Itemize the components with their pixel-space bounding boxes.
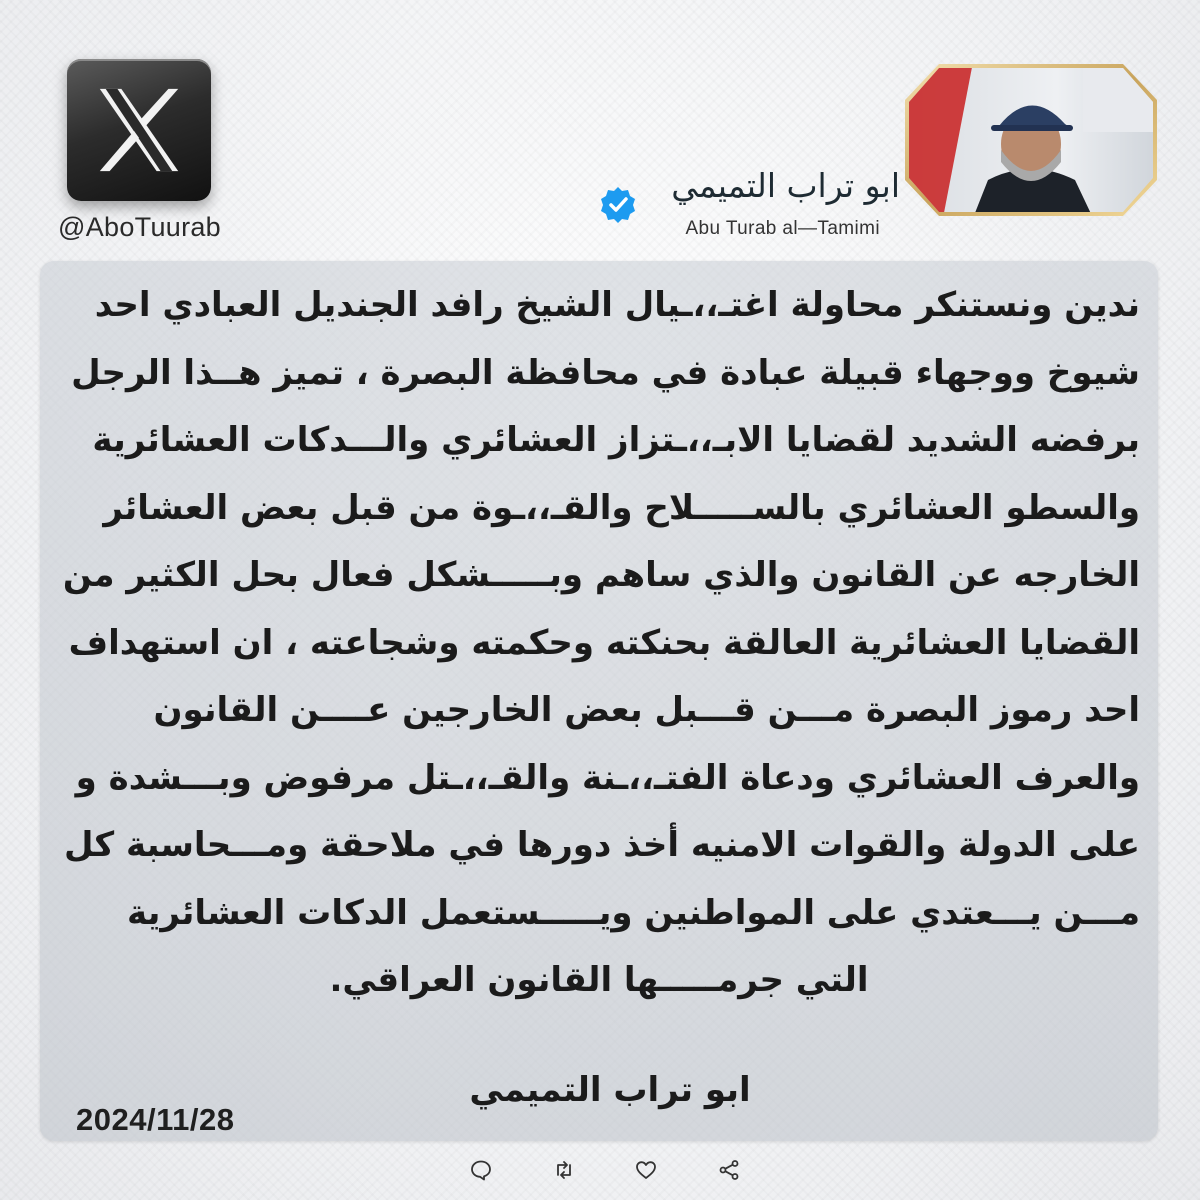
tweet-line: مـــن يـــعتدي على المواطنين ويـــــستعمل الدكات العشائرية <box>127 892 1140 933</box>
avatar[interactable] <box>903 62 1159 218</box>
reply-icon <box>469 1158 493 1182</box>
display-name-english: Abu Turab al—Tamimi <box>685 218 880 239</box>
like-icon <box>634 1158 658 1182</box>
reply-button[interactable] <box>465 1154 497 1186</box>
share-icon <box>717 1158 741 1182</box>
tweet-date: 2024/11/28 <box>76 1102 235 1137</box>
tweet-line: احد رموز البصرة مـــن قـــبل بعض الخارجين عــــن القانون <box>153 690 1140 730</box>
tweet-line: والعرف العشائري ودعاة الفتـ،،ـنة والقـ،،ـتل مرفوض وبـــشدة و <box>75 757 1140 798</box>
x-glyph <box>90 81 188 179</box>
retweet-button[interactable] <box>548 1154 580 1186</box>
tweet-actions <box>465 1152 745 1188</box>
tweet-line: القضايا العشائرية العالقة بحنكته وحكمته وشجاعته ، ان استهداف <box>68 622 1140 663</box>
tweet-line: على الدولة والقوات الامنيه أخذ دورها في ملاحقة ومـــحاسبة كل <box>64 825 1140 865</box>
tweet-line: برفضه الشديد لقضايا الابـ،،ـتزاز العشائري والـــدكات العشائرية <box>92 420 1140 460</box>
tweet-signature: ابو تراب التميمي <box>469 1070 751 1110</box>
share-button[interactable] <box>713 1154 745 1186</box>
tweet-line: والسطو العشائري بالســـــلاح والقـ،،ـوة من قبل بعض العشائر <box>103 487 1140 528</box>
tweet-line: ندين ونستنكر محاولة اغتـ،،ـيال الشيخ رافد الجنديل العبادي احد <box>94 285 1140 325</box>
verified-badge-icon <box>598 185 638 225</box>
account-handle[interactable]: @AboTuurab <box>58 212 221 242</box>
retweet-icon <box>552 1158 576 1182</box>
tweet-line: التي جرمـــــها القانون العراقي. <box>329 960 869 1000</box>
display-name-arabic[interactable]: ابو تراب التميمي <box>671 166 900 205</box>
tweet-text <box>58 272 1140 1015</box>
tweet-line: شيوخ ووجهاء قبيلة عبادة في محافظة البصرة ، تميز هــذا الرجل <box>71 352 1140 393</box>
like-button[interactable] <box>630 1154 662 1186</box>
tweet-line: الخارجه عن القانون والذي ساهم وبـــــشكل فعال بحل الكثير من <box>62 555 1140 595</box>
x-logo-icon <box>67 59 211 201</box>
